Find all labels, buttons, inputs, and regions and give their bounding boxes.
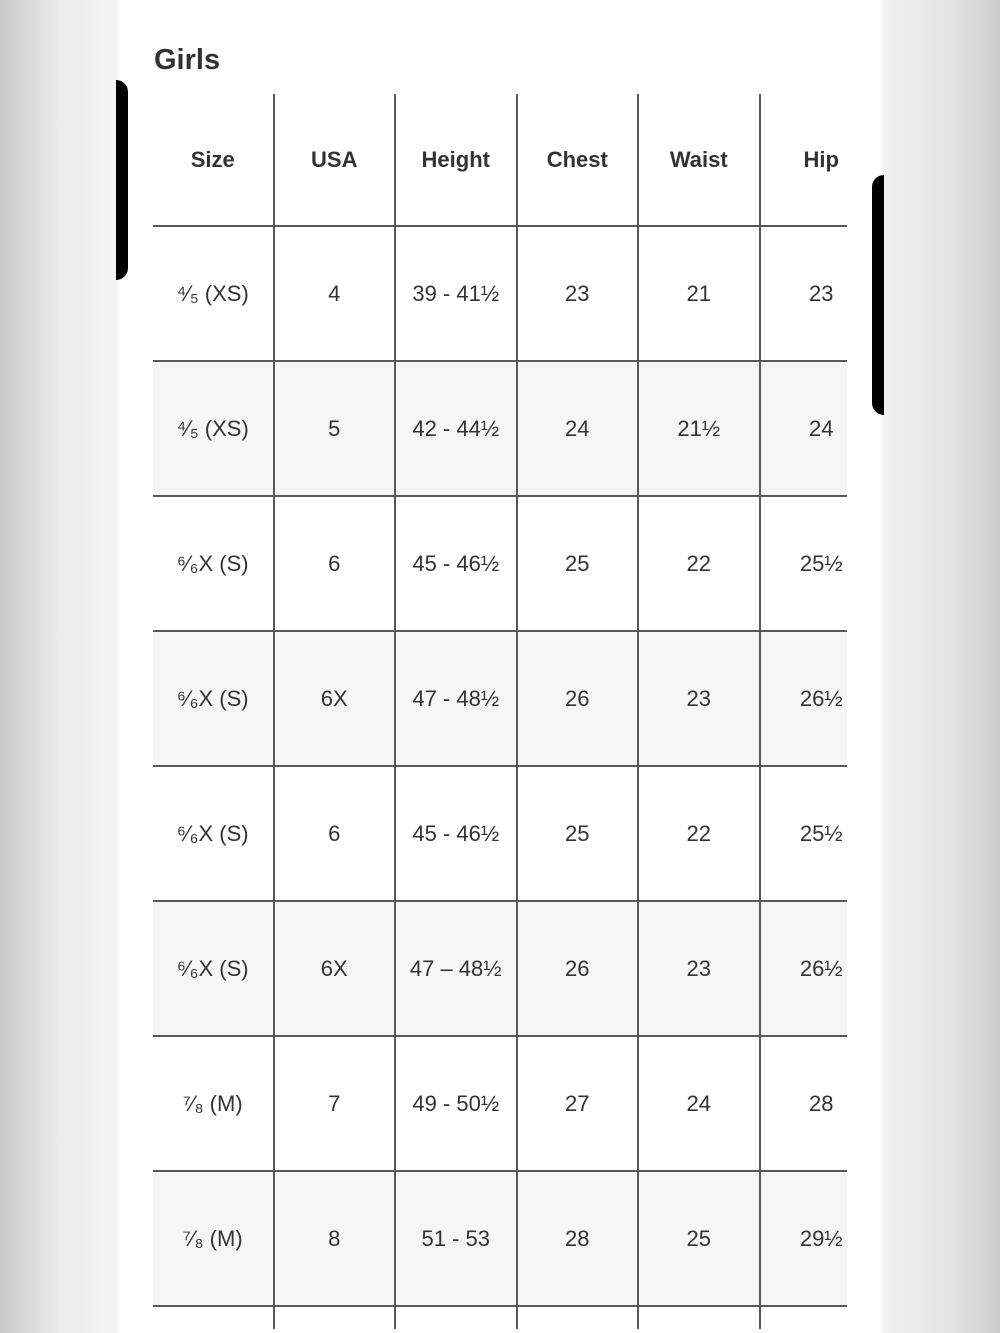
cell-chest: 25 [518,497,640,630]
table-row [153,497,847,632]
cell-size: ⁷⁄₈ (M) [153,1037,275,1170]
cell-size: ⁶⁄₆X (S) [153,902,275,1035]
header-size: Size [153,94,275,225]
cell-hip: 24 [809,415,834,441]
tail-cell [275,1307,397,1329]
cell-hip: 26½ [799,685,843,711]
table-header-row [153,94,847,227]
tail-cell [639,1307,761,1329]
table-row [153,902,847,1037]
table-row [153,1037,847,1172]
cell-chest: 24 [518,362,640,495]
cell-chest: 25 [518,767,640,900]
cell-usa: 6X [275,902,397,1035]
cell-waist: 21 [639,227,761,360]
tail-cell [396,1307,518,1329]
header-waist: Waist [639,94,761,225]
table-row [153,632,847,767]
cell-waist: 23 [639,902,761,1035]
cell-usa: 7 [275,1037,397,1170]
cell-waist: 22 [639,497,761,630]
tail-cell [153,1307,275,1329]
header-height: Height [396,94,518,225]
table-row [153,767,847,902]
size-chart-table [153,94,847,1329]
cell-usa: 6 [275,497,397,630]
cell-hip: 23 [809,280,834,306]
cell-chest: 26 [518,632,640,765]
cell-chest: 26 [518,902,640,1035]
cell-size: ⁶⁄₆X (S) [153,767,275,900]
table-row [153,227,847,362]
table-row [153,1172,847,1307]
cell-waist: 23 [639,632,761,765]
cell-height: 42 - 44½ [396,362,518,495]
cell-height: 45 - 46½ [396,497,518,630]
cell-chest: 28 [518,1172,640,1305]
cell-usa: 8 [275,1172,397,1305]
cell-usa: 4 [275,227,397,360]
cell-waist: 24 [639,1037,761,1170]
cell-hip: 25½ [799,550,843,576]
cell-height: 39 - 41½ [396,227,518,360]
table-tail-lines [153,1307,847,1329]
cell-size: ⁶⁄₆X (S) [153,497,275,630]
cell-size: ⁴⁄₅ (XS) [153,362,275,495]
cell-height: 49 - 50½ [396,1037,518,1170]
cell-height: 47 - 48½ [396,632,518,765]
header-usa: USA [275,94,397,225]
cell-height: 51 - 53 [396,1172,518,1305]
cell-usa: 6X [275,632,397,765]
cell-hip: 26½ [799,955,843,981]
cell-height: 45 - 46½ [396,767,518,900]
cell-size: ⁴⁄₅ (XS) [153,227,275,360]
cell-waist: 22 [639,767,761,900]
cell-hip: 28 [809,1090,834,1116]
tail-cell [518,1307,640,1329]
cell-usa: 6 [275,767,397,900]
table-row [153,362,847,497]
cell-usa: 5 [275,362,397,495]
left-edge-bar [116,80,128,280]
cell-waist: 25 [639,1172,761,1305]
header-chest: Chest [518,94,640,225]
cell-height: 47 – 48½ [396,902,518,1035]
page-title: Girls [154,44,221,76]
cell-hip: 25½ [799,820,843,846]
cell-size: ⁷⁄₈ (M) [153,1172,275,1305]
cell-hip: 29½ [799,1225,843,1251]
header-hip: Hip [803,146,839,172]
cell-chest: 27 [518,1037,640,1170]
cell-size: ⁶⁄₆X (S) [153,632,275,765]
cell-chest: 23 [518,227,640,360]
tail-cell [761,1307,883,1329]
cell-waist: 21½ [639,362,761,495]
